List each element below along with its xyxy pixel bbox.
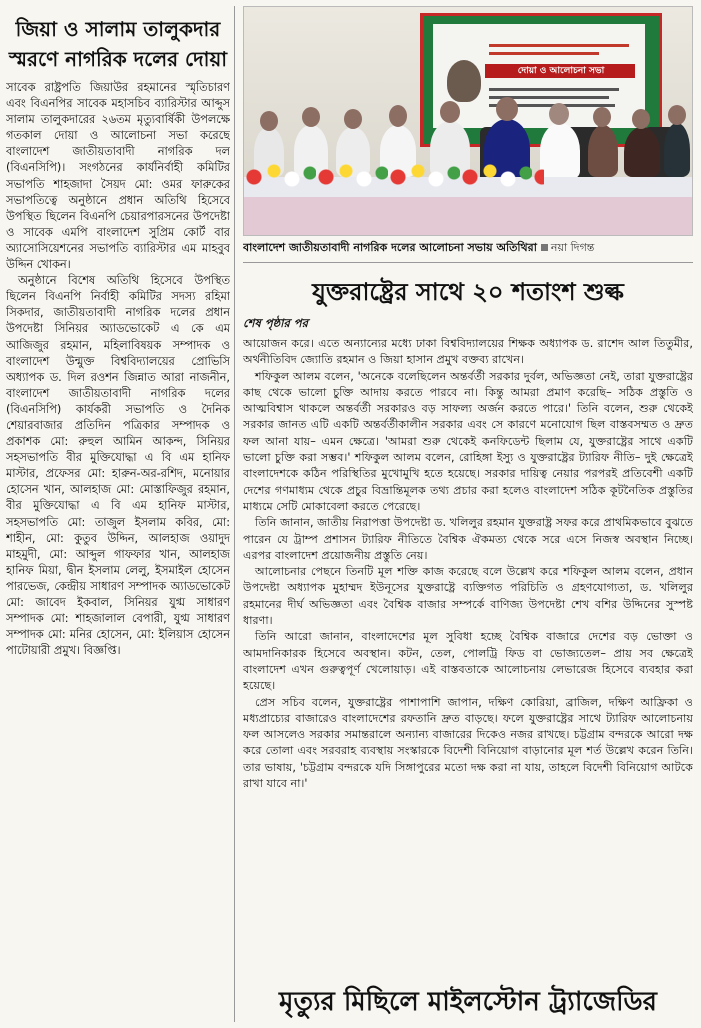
banner-heading: দোয়া ও আলোচনা সভা [517,66,605,76]
person-head [344,109,362,129]
right-paragraph: আলোচনার পেছনে তিনটি মূল শক্তি কাজ করেছে বলে উল্লেখ করে শফিকুল আলম বলেন, প্রধান উপদেষ্টা অধ্যাপক মুহাম্মদ ইউনূসের যুক্তরাষ্ট্রে ব্যক্তিগত পরিচিতি ও গ্রহণযোগ্যতা, ড. খলিলুর রহমানের দীর্ঘ অভিজ্ঞতা এবং বৈশ্বিক বাজার সম্পর্কে বাণিজ্য উপদেষ্টা শেখ বশির উদ্দিনের সুস্পষ্ট ধারণা। [243,565,693,628]
person-head [632,109,650,129]
person-figure [624,127,660,177]
right-paragraph: আয়োজন করে। এতে অন্যান্যের মধ্যে ঢাকা বিশ্ববিদ্যালয়ের শিক্ষক অধ্যাপক ড. রাশেদ আল তিতুমীর, অর্থনীতিবিদ জ্যোতি রহমান ও জিয়া হাসান প্রমুখ বক্তব্য রাখেন। [243,337,693,367]
right-paragraph: শফিকুল আলম বলেন, 'অনেকে বলেছিলেন অন্তর্বর্তী সরকার দুর্বল, অভিজ্ঞতা নেই, তারা যুক্তরাষ্ট্রের কাছ থেকে ভালো চুক্তি আদায় করতে পারবে না। কিন্তু আমরা প্রমাণ করেছি– সঠিক প্রস্তুতি ও আত্মবিশ্বাস থাকলে অন্তর্বর্তী সরকারও বড় সাফল্য অর্জন করতে পারে।' তিনি বলেন, শুরু থেকেই সরকার জানত এটি একটি অন্তর্বর্তীকালীন সরকার এবং সে কারণে মনোযোগ ছিল বাস্তবসম্মত ও দ্রুত ফল আনা যায়– এমন ক্ষেত্রে। 'আমরা শুরু থেকেই কনফিডেন্ট ছিলাম যে, যুক্তরাষ্ট্রের সাথে একটি ভালো চুক্তি করা সম্ভব।' শফিকুল আলম বলেন, রোহিঙ্গা ইস্যু ও যুক্তরাষ্ট্রের ট্যারিফ নীতি– দুই ক্ষেত্রেই বাংলাদেশকে কঠিন পরিস্থিতির মুখোমুখি হতে হয়েছে। সরকার দায়িত্ব নেয়ার পরপরই প্রতিবেশী একটি দেশের গণমাধ্যম থেকে প্রচুর বিভ্রান্তিমূলক তথ্য প্রচার করা হলেও বাংলাদেশ সঠিক কূটনৈতিক প্রস্তুতির মাধ্যমে সেটি মোকাবেলা করতে পেরেছে। [243,369,693,513]
photo-caption-text: বাংলাদেশ জাতীয়তাবাদী নাগরিক দলের আলোচনা সভায় অতিথিরা [243,241,537,254]
person-head [496,97,518,121]
right-article-headline: যুক্তরাষ্ট্রের সাথে ২০ শতাংশ শুল্ক [312,278,624,306]
person-head [668,105,686,125]
event-photo [243,6,693,236]
left-paragraph: অনুষ্ঠানে বিশেষ অতিথি হিসেবে উপস্থিত ছিলেন বিএনপি নির্বাহী কমিটির সদস্য রহিমা সিকদার, জাতীয়তাবাদী নাগরিক দলের প্রধান উপদেষ্টা সিনিয়র অ্যাডভোকেট এ কে এম আজিজুর রহমান, মহিলাবিষয়ক সম্পাদক ও বাংলাদেশ উন্মুক্ত বিশ্ববিদ্যালয়ের প্রোভিসি অধ্যাপক ড. দিল রওশন জিন্নাত আরা নাজনীন, বাংলাদেশ জাতীয়তাবাদী নাগরিক দলের (বিএনসিপি) কার্যকরী সভাপতি ও দৈনিক শেয়ারবাজার প্রতিদিন পত্রিকার সম্পাদক ও প্রকাশক মো: রুহুল আমিন আকন্দ, সিনিয়র সহসভাপতি বীর মুক্তিযোদ্ধা এ বি এম হানিফ মাস্টার, প্রফেসর মো: হারুন-অর-রশিদ, মনোয়ার হোসেন খান, আলহাজ মো: মোস্তাফিজুর রহমান, বীর মুক্তিযোদ্ধা এ বি এম হানিফ মাস্টার, সহসভাপতি মো: তাজুল ইসলাম কবির, মো: শাহীন, মো: কুতুব উদ্দিন, আলহাজ ওয়াদুদ মাহমুদী, মো: আব্দুল গাফফার খান, আলহাজ হানিফ মিয়া, দ্বীন ইসলাম লেলু, ইসমাইল হোসেন পারভেজ, কেন্দ্রীয় সাধারণ সম্পাদক অ্যাডভোকেট মো: জাবেদ ইকবাল, সিনিয়র যুগ্ম সাধারণ সম্পাদক মো: শাহজালাল বেপারী, যুগ্ম সাধারণ সম্পাদক মো: মনির হোসেন, মো: ইলিয়াস হোসেন পাটোয়ারী প্রমুখ। বিজ্ঞপ্তি। [6,274,230,658]
photo-caption [243,240,693,263]
column-divider [234,6,235,1022]
banner-line [489,52,599,55]
photo-credit: নয়া দিগন্ত [550,241,595,254]
bottom-article-headline: মৃত্যুর মিছিলে মাইলস্টোন ট্র্যাজেডির [279,987,657,1017]
right-column [243,6,693,1024]
person-head [593,107,611,127]
person-figure [588,125,618,177]
left-paragraph: সাবেক রাষ্ট্রপতি জিয়াউর রহমানের স্মৃতিচারণ এবং বিএনপির সাবেক মহাসচিব ব্যারিস্টার আব্দুস সালাম তালুকদারের ২৬তম মৃত্যুবার্ষিকী উপলক্ষে গতকাল দোয়া ও আলোচনা সভা করেছে বাংলাদেশ জাতীয়তাবাদী নাগরিক দল (বিএনসিপি)। সংগঠনের কার্যনির্বাহী কমিটির সভাপতি শাহজাদা সৈয়দ মো: ওমর ফারুকের সভাপতিত্বে অনুষ্ঠানে প্রধান অতিথি হিসেবে উপস্থিত ছিলেন বিএনপি চেয়ারপারসনের উপদেষ্টা ও সাবেক এমপি বাংলাদেশ সুপ্রিম কোর্ট বার অ্যাসোসিয়েশনের সভাপতি ব্যারিস্টার এম মাহবুব উদ্দিন খোকন। [6,81,230,272]
person-head [260,111,278,131]
banner-line [489,88,619,91]
right-paragraph: তিনি আরো জানান, বাংলাদেশের মূল সুবিধা হচ্ছে বৈশ্বিক বাজারে দেশের বড় ভোক্তা ও আমদানিকারক হিসেবে অবস্থান। কটন, তেল, পোলট্রি ফিড বা ভোজ্যতেল– প্রায় সব ক্ষেত্রেই বাংলাদেশ এখন গুরুত্বপূর্ণ খেলোয়াড়। এই বাস্তবতাকে আলোচনায় লেভারেজ হিসেবে ব্যবহার করা হয়েছে। [243,630,693,693]
stage-banner-panel [433,24,645,128]
right-article-body [243,336,693,792]
right-paragraph: প্রেস সচিব বলেন, যুক্তরাষ্ট্রের পাশাপাশি জাপান, দক্ষিণ কোরিয়া, ব্রাজিল, দক্ষিণ আফ্রিকা ও মধ্যপ্রাচ্যের বাজারেও বাংলাদেশের রফতানি দ্রুত বাড়ছে। ফলে যুক্তরাষ্ট্রের সাথে ট্যারিফ আলোচনায় ফল আসলেও সরকার সমান্তরালে অন্যান্য বাজারের দিকেও নজর রাখছে। চট্টগ্রাম বন্দরকে আরো দক্ষ করে তোলা এবং সরবরাহ ব্যবস্থায় সংস্কারকে বিদেশী বিনিয়োগ বাড়ানোর মূল শর্ত উল্লেখ করেন তিনি। তার ভাষায়, 'চট্টগ্রাম বন্দরকে যদি সিঙ্গাপুরের মতো দক্ষ করা না যায়, তাহলে বিদেশী বিনিয়োগ আটকে রাখা যাবে না।' [243,695,693,791]
person-head [389,105,407,127]
flower-decoration [244,157,544,197]
banner-line [489,44,629,47]
person-head [549,103,569,125]
square-icon [541,244,548,251]
table-cloth [244,197,692,235]
continued-from-label: শেষ পৃষ্ঠার পর [243,316,308,330]
person-head [440,101,460,123]
portrait-icon [447,60,481,102]
person-figure [664,123,690,177]
person-head [302,107,320,127]
left-article [6,6,230,1024]
left-article-body [6,80,230,659]
person-figure [540,123,580,179]
left-article-headline: জিয়া ও সালাম তালুকদার স্মরণে নাগরিক দলের দোয়া [8,17,228,71]
right-paragraph: তিনি জানান, জাতীয় নিরাপত্তা উপদেষ্টা ড. খলিলুর রহমান যুক্তরাষ্ট্র সফর করে প্রাথমিকভাবে বুঝতে পারেন যে ট্রাম্প প্রশাসন ট্যারিফ নীতিতে বৈশ্বিক ঐকমত্য থেকে সরে এসে নিজস্ব অবস্থান নিচ্ছে। এরপর বাংলাদেশ প্রয়োজনীয় প্রস্তুতি নেয়। [243,516,693,562]
